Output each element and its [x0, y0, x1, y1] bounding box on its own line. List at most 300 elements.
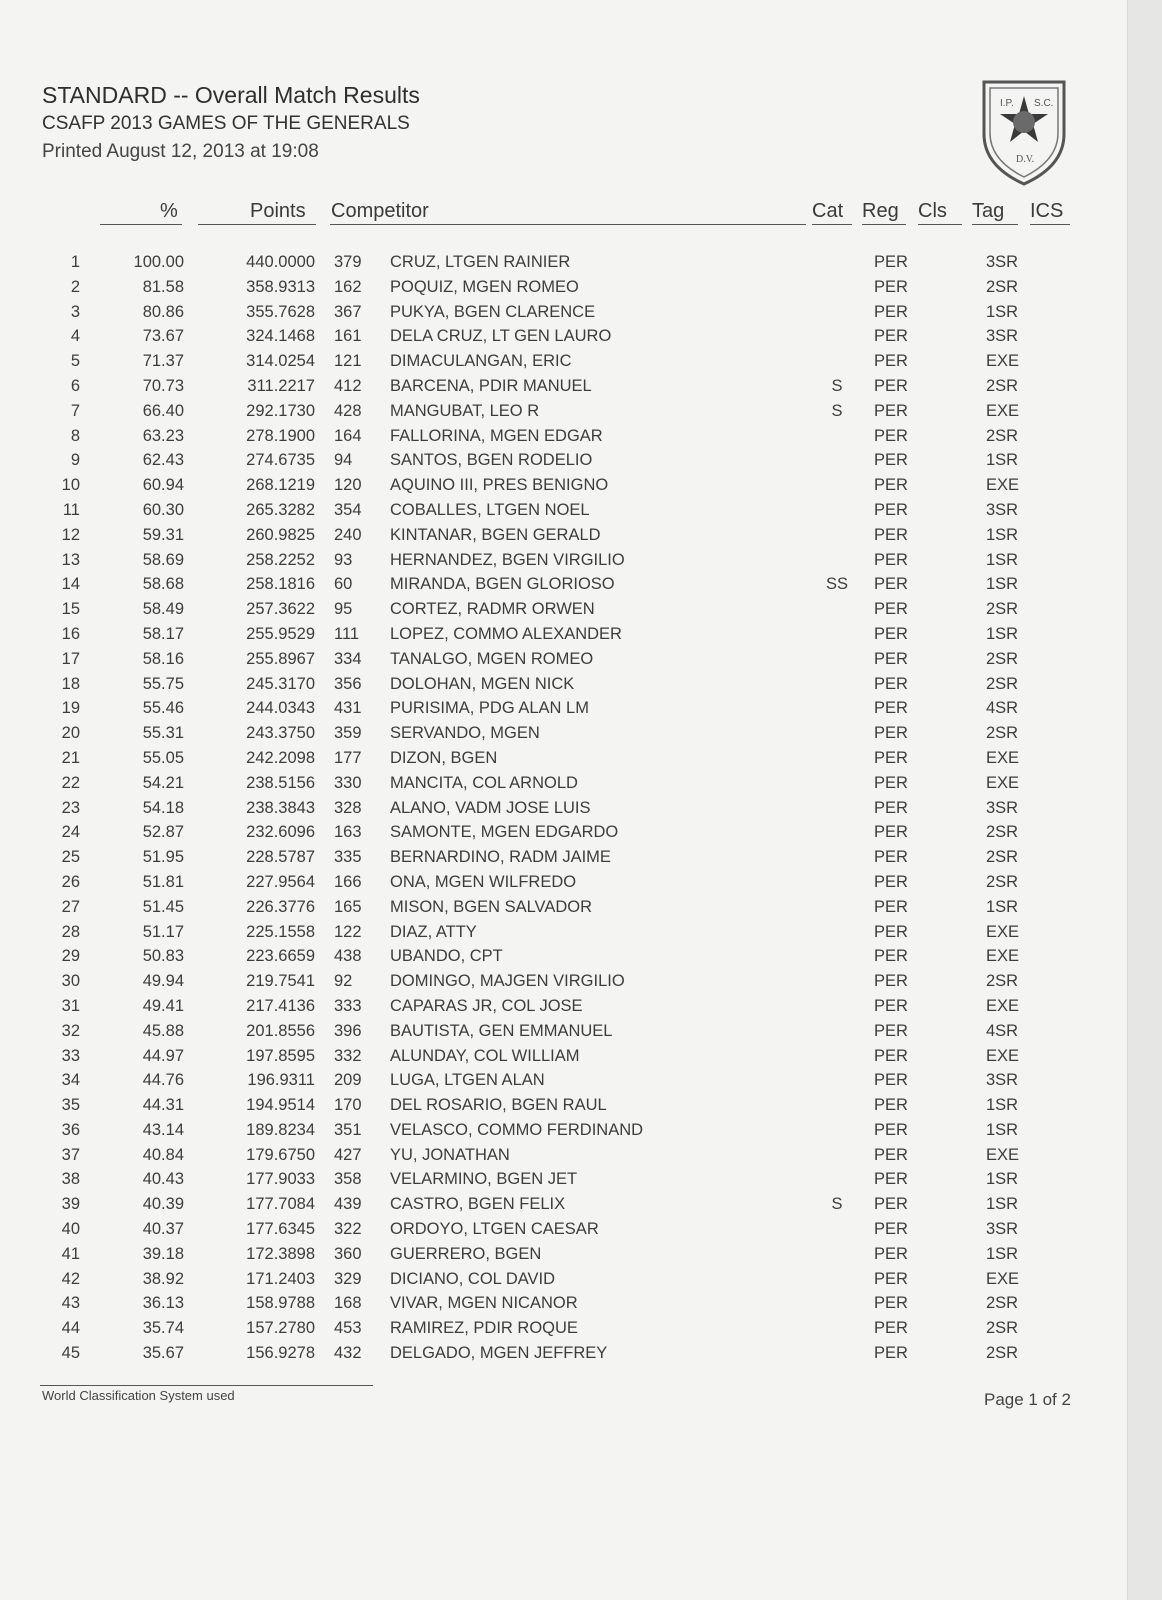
points-cell: 258.2252 — [246, 550, 315, 569]
tag-cell: 1SR — [986, 550, 1019, 569]
points-cell: 196.9311 — [247, 1071, 315, 1090]
competitor-number-cell: 328 — [334, 798, 362, 817]
pct-cell: 54.18 — [142, 798, 184, 817]
competitor-name-cell: PURISIMA, PDG ALAN LM — [390, 699, 589, 718]
table-row — [0, 324, 1162, 349]
tag-cell: 3SR — [986, 1220, 1019, 1239]
competitor-name-cell: BARCENA, PDIR MANUEL — [390, 376, 592, 395]
column-headers — [0, 200, 1162, 226]
reg-cell: PER — [874, 1046, 908, 1065]
points-cell: 177.9033 — [246, 1170, 315, 1189]
pct-cell: 58.16 — [142, 649, 184, 668]
competitor-name-cell: SERVANDO, MGEN — [390, 724, 540, 743]
tag-cell: 1SR — [986, 451, 1019, 470]
reg-cell: PER — [874, 1220, 908, 1239]
points-cell: 255.9529 — [246, 624, 315, 643]
competitor-name-cell: LUGA, LTGEN ALAN — [390, 1071, 545, 1090]
place-cell: 6 — [70, 376, 80, 395]
place-cell: 41 — [61, 1244, 80, 1263]
points-cell: 243.3750 — [246, 724, 315, 743]
place-cell: 31 — [61, 996, 80, 1015]
table-row — [0, 672, 1162, 697]
pct-cell: 60.30 — [142, 500, 184, 519]
place-cell: 15 — [61, 600, 80, 619]
header-underline-tag — [972, 224, 1018, 225]
competitor-name-cell: HERNANDEZ, BGEN VIRGILIO — [390, 550, 625, 569]
pct-cell: 40.37 — [142, 1220, 184, 1239]
pct-cell: 59.31 — [142, 525, 184, 544]
competitor-name-cell: CORTEZ, RADMR ORWEN — [390, 600, 595, 619]
competitor-name-cell: ORDOYO, LTGEN CAESAR — [390, 1220, 599, 1239]
competitor-number-cell: 111 — [334, 624, 360, 643]
competitor-number-cell: 427 — [334, 1145, 362, 1164]
tag-cell: 1SR — [986, 575, 1019, 594]
competitor-name-cell: DOLOHAN, MGEN NICK — [390, 674, 575, 693]
table-row — [0, 1192, 1162, 1217]
table-row — [0, 944, 1162, 969]
competitor-number-cell: 165 — [334, 897, 362, 916]
competitor-name-cell: CAPARAS JR, COL JOSE — [390, 996, 583, 1015]
tag-cell: 2SR — [986, 674, 1019, 693]
competitor-number-cell: 359 — [334, 724, 362, 743]
table-row — [0, 1267, 1162, 1292]
place-cell: 4 — [70, 327, 80, 346]
competitor-name-cell: YU, JONATHAN — [390, 1145, 510, 1164]
tag-cell: 2SR — [986, 848, 1019, 867]
table-row — [0, 1068, 1162, 1093]
tag-cell: 2SR — [986, 426, 1019, 445]
competitor-name-cell: MISON, BGEN SALVADOR — [390, 897, 593, 916]
place-cell: 23 — [61, 798, 80, 817]
points-cell: 217.4136 — [246, 996, 315, 1015]
points-cell: 232.6096 — [246, 823, 315, 842]
competitor-number-cell: 240 — [334, 525, 362, 544]
reg-cell: PER — [874, 1120, 908, 1139]
table-row — [0, 721, 1162, 746]
report-subtitle: CSAFP 2013 GAMES OF THE GENERALS — [42, 113, 410, 134]
points-cell: 227.9564 — [246, 872, 315, 891]
col-cls: Cls — [918, 200, 947, 222]
reg-cell: PER — [874, 773, 908, 792]
pct-cell: 45.88 — [142, 1021, 184, 1040]
table-row — [0, 1143, 1162, 1168]
col-cat: Cat — [812, 200, 844, 222]
competitor-name-cell: MIRANDA, BGEN GLORIOSO — [390, 575, 615, 594]
place-cell: 14 — [61, 575, 80, 594]
pct-cell: 63.23 — [142, 426, 184, 445]
competitor-name-cell: SAMONTE, MGEN EDGARDO — [390, 823, 619, 842]
reg-cell: PER — [874, 848, 908, 867]
reg-cell: PER — [874, 352, 908, 371]
pct-cell: 55.46 — [142, 699, 184, 718]
table-row — [0, 349, 1162, 374]
points-cell: 311.2217 — [247, 376, 315, 395]
points-cell: 258.1816 — [246, 575, 315, 594]
table-row — [0, 498, 1162, 523]
place-cell: 34 — [61, 1071, 80, 1090]
place-cell: 11 — [62, 500, 80, 519]
tag-cell: EXE — [986, 947, 1020, 966]
col-reg: Reg — [862, 200, 899, 222]
place-cell: 13 — [61, 550, 80, 569]
place-cell: 21 — [61, 748, 80, 767]
header-underline-cls — [918, 224, 962, 225]
logo-text-left: I.P. — [1000, 98, 1014, 109]
points-cell: 194.9514 — [246, 1096, 315, 1115]
competitor-name-cell: BERNARDINO, RADM JAIME — [390, 848, 611, 867]
place-cell: 37 — [61, 1145, 80, 1164]
competitor-name-cell: CASTRO, BGEN FELIX — [390, 1195, 566, 1214]
pct-cell: 54.21 — [142, 773, 184, 792]
competitor-name-cell: DIZON, BGEN — [390, 748, 498, 767]
pct-cell: 51.95 — [142, 848, 184, 867]
tag-cell: EXE — [986, 1046, 1020, 1065]
footer-line — [40, 1385, 373, 1386]
reg-cell: PER — [874, 1294, 908, 1313]
place-cell: 1 — [70, 253, 80, 271]
tag-cell: 2SR — [986, 1294, 1019, 1313]
reg-cell: PER — [874, 1195, 908, 1214]
col-points: Points — [250, 200, 306, 222]
pct-cell: 55.05 — [142, 748, 184, 767]
place-cell: 27 — [61, 897, 80, 916]
points-cell: 225.1558 — [246, 922, 315, 941]
points-cell: 157.2780 — [246, 1319, 315, 1338]
results-table — [0, 250, 1162, 1366]
col-tag: Tag — [972, 200, 1005, 222]
competitor-name-cell: DEL ROSARIO, BGEN RAUL — [390, 1096, 607, 1115]
table-row — [0, 696, 1162, 721]
competitor-name-cell: AQUINO III, PRES BENIGNO — [390, 476, 609, 495]
tag-cell: 2SR — [986, 376, 1019, 395]
table-row — [0, 275, 1162, 300]
tag-cell: 1SR — [986, 897, 1019, 916]
points-cell: 255.8967 — [246, 649, 315, 668]
points-cell: 260.9825 — [246, 525, 315, 544]
points-cell: 314.0254 — [246, 352, 315, 371]
reg-cell: PER — [874, 600, 908, 619]
competitor-number-cell: 412 — [334, 376, 362, 395]
table-row — [0, 1044, 1162, 1069]
pct-cell: 73.67 — [142, 327, 184, 346]
reg-cell: PER — [874, 426, 908, 445]
table-row — [0, 1242, 1162, 1267]
place-cell: 22 — [61, 773, 80, 792]
reg-cell: PER — [874, 624, 908, 643]
reg-cell: PER — [874, 550, 908, 569]
points-cell: 278.1900 — [246, 426, 315, 445]
competitor-number-cell: 431 — [334, 699, 362, 718]
table-row — [0, 572, 1162, 597]
reg-cell: PER — [874, 649, 908, 668]
tag-cell: 2SR — [986, 1319, 1019, 1338]
reg-cell: PER — [874, 947, 908, 966]
logo-text-right: S.C. — [1034, 98, 1054, 109]
tag-cell: EXE — [986, 1269, 1020, 1288]
pct-cell: 43.14 — [142, 1120, 184, 1139]
printed-date: Printed August 12, 2013 at 19:08 — [42, 141, 319, 162]
competitor-name-cell: DICIANO, COL DAVID — [390, 1269, 556, 1288]
competitor-number-cell: 162 — [334, 277, 362, 296]
competitor-name-cell: VELASCO, COMMO FERDINAND — [390, 1120, 644, 1139]
competitor-number-cell: 334 — [334, 649, 362, 668]
points-cell: 238.5156 — [246, 773, 315, 792]
competitor-number-cell: 168 — [334, 1294, 362, 1313]
header-underline-competitor — [330, 224, 806, 225]
points-cell: 440.0000 — [246, 253, 315, 271]
pct-cell: 38.92 — [142, 1269, 184, 1288]
table-row — [0, 895, 1162, 920]
tag-cell: 1SR — [986, 525, 1019, 544]
competitor-number-cell: 453 — [334, 1319, 362, 1338]
tag-cell: 4SR — [986, 1021, 1019, 1040]
place-cell: 18 — [61, 674, 80, 693]
competitor-number-cell: 121 — [334, 352, 362, 371]
competitor-name-cell: RAMIREZ, PDIR ROQUE — [390, 1319, 578, 1338]
table-row — [0, 746, 1162, 771]
points-cell: 324.1468 — [246, 327, 315, 346]
table-row — [0, 548, 1162, 573]
points-cell: 274.6735 — [246, 451, 315, 470]
competitor-number-cell: 439 — [334, 1195, 362, 1214]
points-cell: 179.6750 — [246, 1145, 315, 1164]
table-row — [0, 399, 1162, 424]
col-competitor: Competitor — [331, 200, 429, 222]
reg-cell: PER — [874, 302, 908, 321]
pct-cell: 40.43 — [142, 1170, 184, 1189]
competitor-number-cell: 177 — [334, 748, 362, 767]
report-title: STANDARD -- Overall Match Results — [42, 82, 420, 108]
reg-cell: PER — [874, 327, 908, 346]
tag-cell: EXE — [986, 773, 1020, 792]
table-row — [0, 994, 1162, 1019]
pct-cell: 51.17 — [142, 922, 184, 941]
table-row — [0, 1019, 1162, 1044]
points-cell: 355.7628 — [246, 302, 315, 321]
competitor-number-cell: 335 — [334, 848, 362, 867]
competitor-number-cell: 333 — [334, 996, 362, 1015]
competitor-number-cell: 360 — [334, 1244, 362, 1263]
competitor-number-cell: 354 — [334, 500, 362, 519]
competitor-number-cell: 164 — [334, 426, 362, 445]
place-cell: 40 — [61, 1220, 80, 1239]
points-cell: 257.3622 — [246, 600, 315, 619]
reg-cell: PER — [874, 748, 908, 767]
competitor-name-cell: DIAZ, ATTY — [390, 922, 477, 941]
pct-cell: 100.00 — [133, 253, 184, 271]
table-row — [0, 1217, 1162, 1242]
points-cell: 219.7541 — [246, 972, 315, 991]
table-row — [0, 969, 1162, 994]
place-cell: 38 — [61, 1170, 80, 1189]
table-row — [0, 1118, 1162, 1143]
tag-cell: 1SR — [986, 1195, 1019, 1214]
place-cell: 28 — [61, 922, 80, 941]
pct-cell: 49.94 — [142, 972, 184, 991]
competitor-name-cell: FALLORINA, MGEN EDGAR — [390, 426, 603, 445]
table-row — [0, 796, 1162, 821]
place-cell: 33 — [61, 1046, 80, 1065]
competitor-name-cell: TANALGO, MGEN ROMEO — [390, 649, 594, 668]
pct-cell: 36.13 — [142, 1294, 184, 1313]
competitor-number-cell: 432 — [334, 1344, 362, 1363]
tag-cell: 3SR — [986, 1071, 1019, 1090]
points-cell: 245.3170 — [246, 674, 315, 693]
competitor-number-cell: 356 — [334, 674, 362, 693]
tag-cell: EXE — [986, 401, 1020, 420]
reg-cell: PER — [874, 897, 908, 916]
pct-cell: 52.87 — [142, 823, 184, 842]
competitor-number-cell: 330 — [334, 773, 362, 792]
points-cell: 223.6659 — [246, 947, 315, 966]
points-cell: 171.2403 — [246, 1269, 315, 1288]
competitor-number-cell: 166 — [334, 872, 362, 891]
logo-text-bottom: D.V. — [1016, 154, 1035, 165]
place-cell: 30 — [61, 972, 80, 991]
tag-cell: 1SR — [986, 1096, 1019, 1115]
competitor-number-cell: 396 — [334, 1021, 362, 1040]
header-underline-points — [198, 224, 316, 225]
place-cell: 17 — [61, 649, 80, 668]
page-number: Page 1 of 2 — [984, 1390, 1071, 1409]
competitor-number-cell: 161 — [334, 327, 362, 346]
reg-cell: PER — [874, 1145, 908, 1164]
pct-cell: 58.49 — [142, 600, 184, 619]
reg-cell: PER — [874, 674, 908, 693]
reg-cell: PER — [874, 451, 908, 470]
cat-cell: S — [831, 401, 843, 420]
competitor-name-cell: CRUZ, LTGEN RAINIER — [390, 253, 571, 271]
tag-cell: EXE — [986, 352, 1020, 371]
tag-cell: 2SR — [986, 1344, 1019, 1363]
reg-cell: PER — [874, 1244, 908, 1263]
place-cell: 45 — [61, 1344, 80, 1363]
pct-cell: 35.74 — [142, 1319, 184, 1338]
pct-cell: 70.73 — [142, 376, 184, 395]
cat-cell: S — [831, 376, 843, 395]
competitor-number-cell: 438 — [334, 947, 362, 966]
reg-cell: PER — [874, 872, 908, 891]
points-cell: 292.1730 — [246, 401, 315, 420]
place-cell: 35 — [61, 1096, 80, 1115]
tag-cell: EXE — [986, 922, 1020, 941]
points-cell: 156.9278 — [246, 1344, 315, 1363]
reg-cell: PER — [874, 972, 908, 991]
tag-cell: 4SR — [986, 699, 1019, 718]
competitor-name-cell: SANTOS, BGEN RODELIO — [390, 451, 593, 470]
pct-cell: 81.58 — [142, 277, 184, 296]
reg-cell: PER — [874, 724, 908, 743]
table-row — [0, 1093, 1162, 1118]
table-row — [0, 820, 1162, 845]
competitor-name-cell: BAUTISTA, GEN EMMANUEL — [390, 1021, 613, 1040]
pct-cell: 44.76 — [142, 1071, 184, 1090]
reg-cell: PER — [874, 798, 908, 817]
table-row — [0, 597, 1162, 622]
tag-cell: EXE — [986, 748, 1020, 767]
reg-cell: PER — [874, 1021, 908, 1040]
table-row — [0, 523, 1162, 548]
tag-cell: 2SR — [986, 823, 1019, 842]
tag-cell: EXE — [986, 1145, 1020, 1164]
competitor-number-cell: 351 — [334, 1120, 362, 1139]
table-row — [0, 448, 1162, 473]
pct-cell: 51.45 — [142, 897, 184, 916]
cat-cell: SS — [825, 575, 848, 594]
competitor-name-cell: DELA CRUZ, LT GEN LAURO — [390, 327, 612, 346]
points-cell: 226.3776 — [246, 897, 315, 916]
tag-cell: 3SR — [986, 500, 1019, 519]
table-row — [0, 870, 1162, 895]
competitor-number-cell: 92 — [334, 972, 353, 991]
reg-cell: PER — [874, 823, 908, 842]
pct-cell: 66.40 — [142, 401, 184, 420]
competitor-number-cell: 60 — [334, 575, 353, 594]
cat-cell: S — [831, 1195, 843, 1214]
place-cell: 9 — [70, 451, 80, 470]
place-cell: 29 — [61, 947, 80, 966]
competitor-number-cell: 379 — [334, 253, 362, 271]
table-row — [0, 1341, 1162, 1366]
points-cell: 197.8595 — [246, 1046, 315, 1065]
competitor-number-cell: 209 — [334, 1071, 362, 1090]
pct-cell: 44.97 — [142, 1046, 184, 1065]
reg-cell: PER — [874, 277, 908, 296]
points-cell: 268.1219 — [246, 476, 315, 495]
pct-cell: 71.37 — [142, 352, 184, 371]
pct-cell: 51.81 — [142, 872, 184, 891]
classification-note: World Classification System used — [42, 1388, 235, 1403]
tag-cell: 2SR — [986, 600, 1019, 619]
competitor-number-cell: 428 — [334, 401, 362, 420]
reg-cell: PER — [874, 1096, 908, 1115]
reg-cell: PER — [874, 401, 908, 420]
tag-cell: 1SR — [986, 624, 1019, 643]
reg-cell: PER — [874, 1344, 908, 1363]
col-ics: ICS — [1030, 200, 1064, 222]
competitor-number-cell: 367 — [334, 302, 362, 321]
competitor-name-cell: ONA, MGEN WILFREDO — [390, 872, 577, 891]
place-cell: 7 — [70, 401, 80, 420]
points-cell: 265.3282 — [246, 500, 315, 519]
reg-cell: PER — [874, 1319, 908, 1338]
table-row — [0, 1291, 1162, 1316]
table-row — [0, 250, 1162, 275]
header-underline-cat — [812, 224, 852, 225]
tag-cell: 2SR — [986, 724, 1019, 743]
points-cell: 238.3843 — [246, 798, 315, 817]
place-cell: 19 — [61, 699, 80, 718]
tag-cell: 2SR — [986, 872, 1019, 891]
reg-cell: PER — [874, 253, 908, 271]
competitor-number-cell: 93 — [334, 550, 353, 569]
report-header — [42, 80, 420, 166]
tag-cell: 1SR — [986, 1244, 1019, 1263]
tag-cell: 3SR — [986, 327, 1019, 346]
points-cell: 201.8556 — [246, 1021, 315, 1040]
place-cell: 3 — [70, 302, 80, 321]
ipsc-shield-logo-icon — [980, 78, 1068, 188]
competitor-name-cell: ALUNDAY, COL WILLIAM — [390, 1046, 580, 1065]
place-cell: 25 — [61, 848, 80, 867]
place-cell: 43 — [61, 1294, 80, 1313]
pct-cell: 39.18 — [142, 1244, 184, 1263]
reg-cell: PER — [874, 575, 908, 594]
place-cell: 8 — [70, 426, 80, 445]
competitor-name-cell: KINTANAR, BGEN GERALD — [390, 525, 601, 544]
reg-cell: PER — [874, 525, 908, 544]
reg-cell: PER — [874, 1269, 908, 1288]
